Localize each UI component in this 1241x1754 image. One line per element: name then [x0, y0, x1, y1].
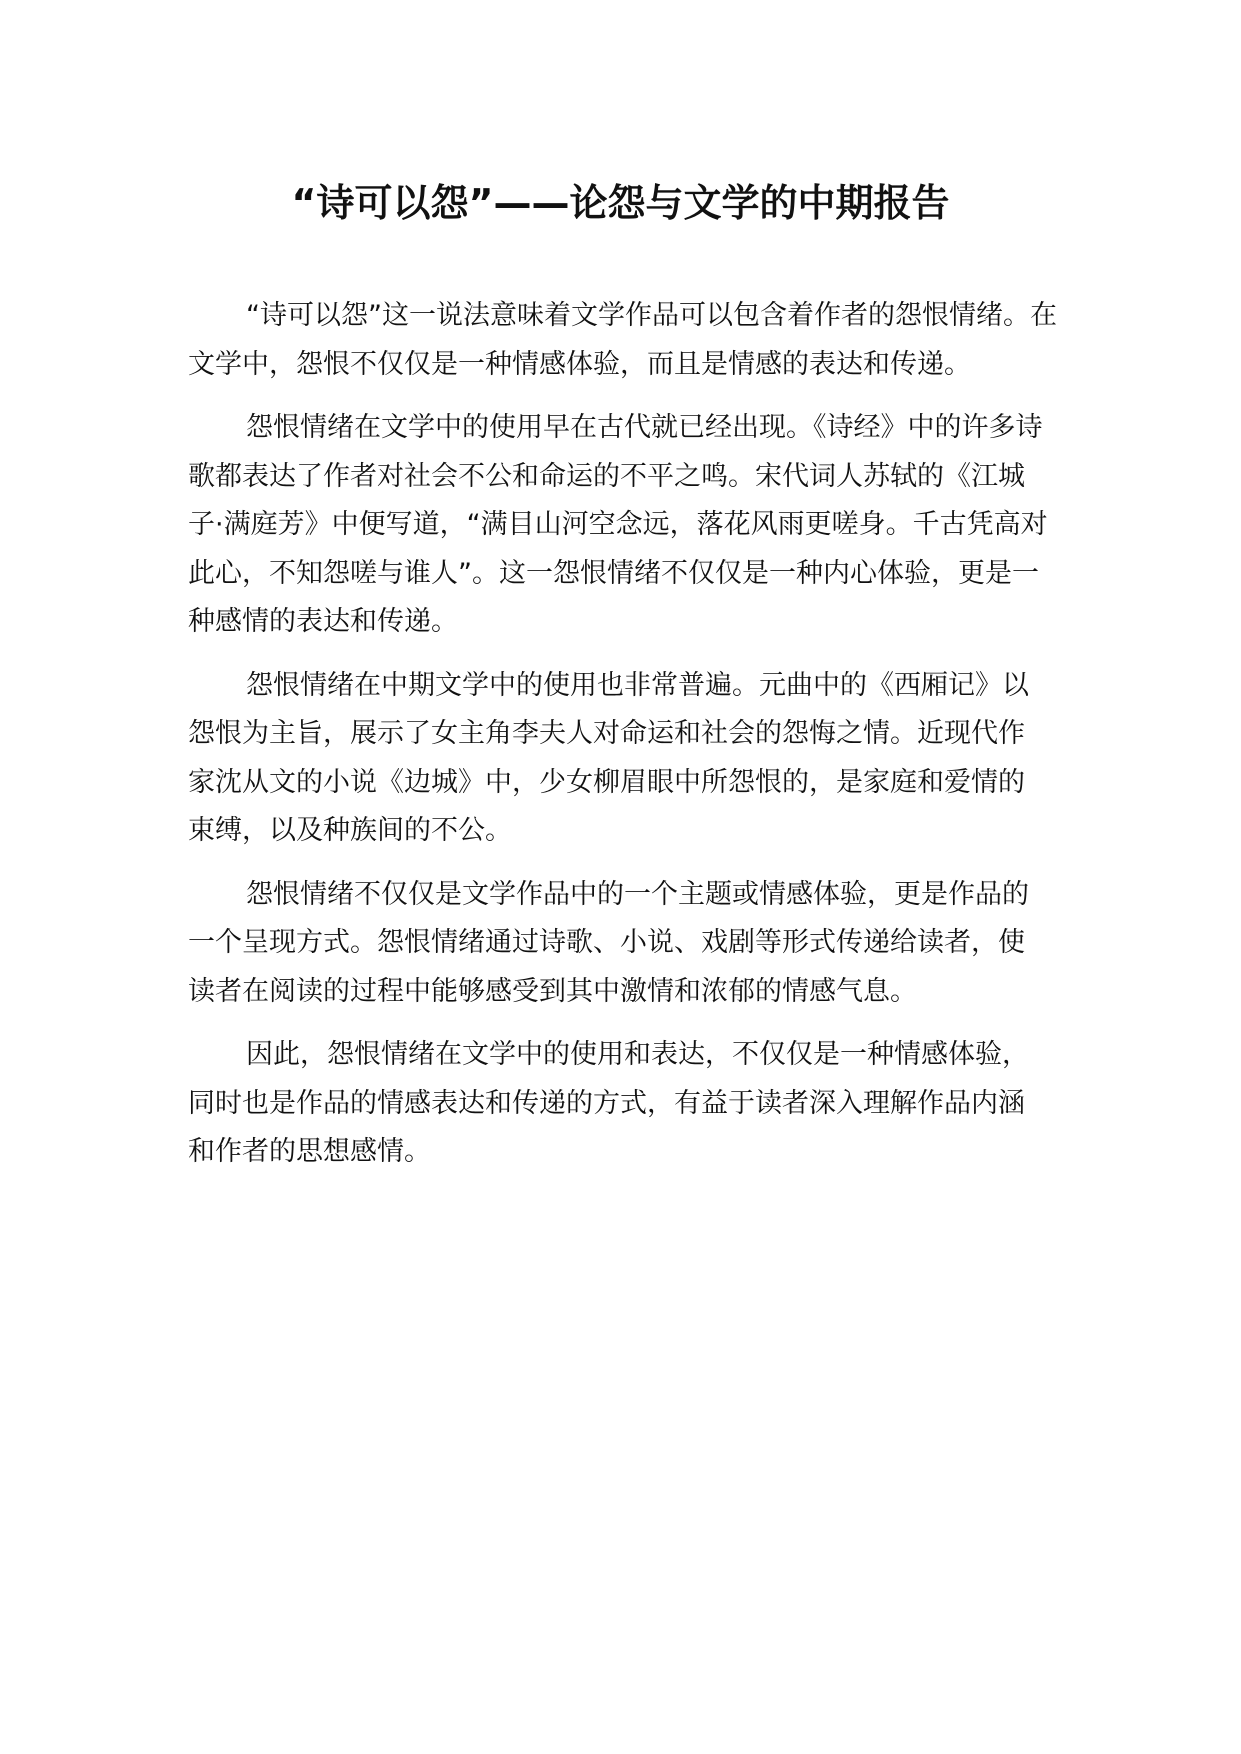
paragraph-5: 因此，怨恨情绪在文学中的使用和表达，不仅仅是一种情感体验，同时也是作品的情感表达和传递的方式，有益于读者深入理解作品内涵和作者的思想感情。: [188, 1039, 1029, 1167]
document-title: “诗可以怨”——论怨与文学的中期报告: [291, 181, 950, 225]
document-body: [188, 292, 1057, 1177]
paragraph-1: “诗可以怨”这一说法意味着文学作品可以包含着作者的怨恨情绪。在文学中，怨恨不仅仅是一种情感体验，而且是情感的表达和传递。: [188, 300, 1057, 380]
paragraph-3: 怨恨情绪在中期文学中的使用也非常普遍。元曲中的《西厢记》以怨恨为主旨，展示了女主角李夫人对命运和社会的怨悔之情。近现代作家沈从文的小说《边城》中，少女柳眉眼中所怨恨的，是家庭和爱情的束缚，以及种族间的不公。: [188, 669, 1029, 846]
paragraph-2: 怨恨情绪在文学中的使用早在古代就已经出现。《诗经》中的许多诗歌都表达了作者对社会不公和命运的不平之鸣。宋代词人苏轼的《江城子·满庭芳》中便写道，“满目山河空念远，落花风雨更嗟身。千古凭高对此心，不知怨嗟与谁人”。这一怨恨情绪不仅仅是一种内心体验，更是一种感情的表达和传递。: [188, 412, 1048, 637]
paragraph-4: 怨恨情绪不仅仅是文学作品中的一个主题或情感体验，更是作品的一个呈现方式。怨恨情绪通过诗歌、小说、戏剧等形式传递给读者，使读者在阅读的过程中能够感受到其中激情和浓郁的情感气息。: [188, 878, 1029, 1007]
